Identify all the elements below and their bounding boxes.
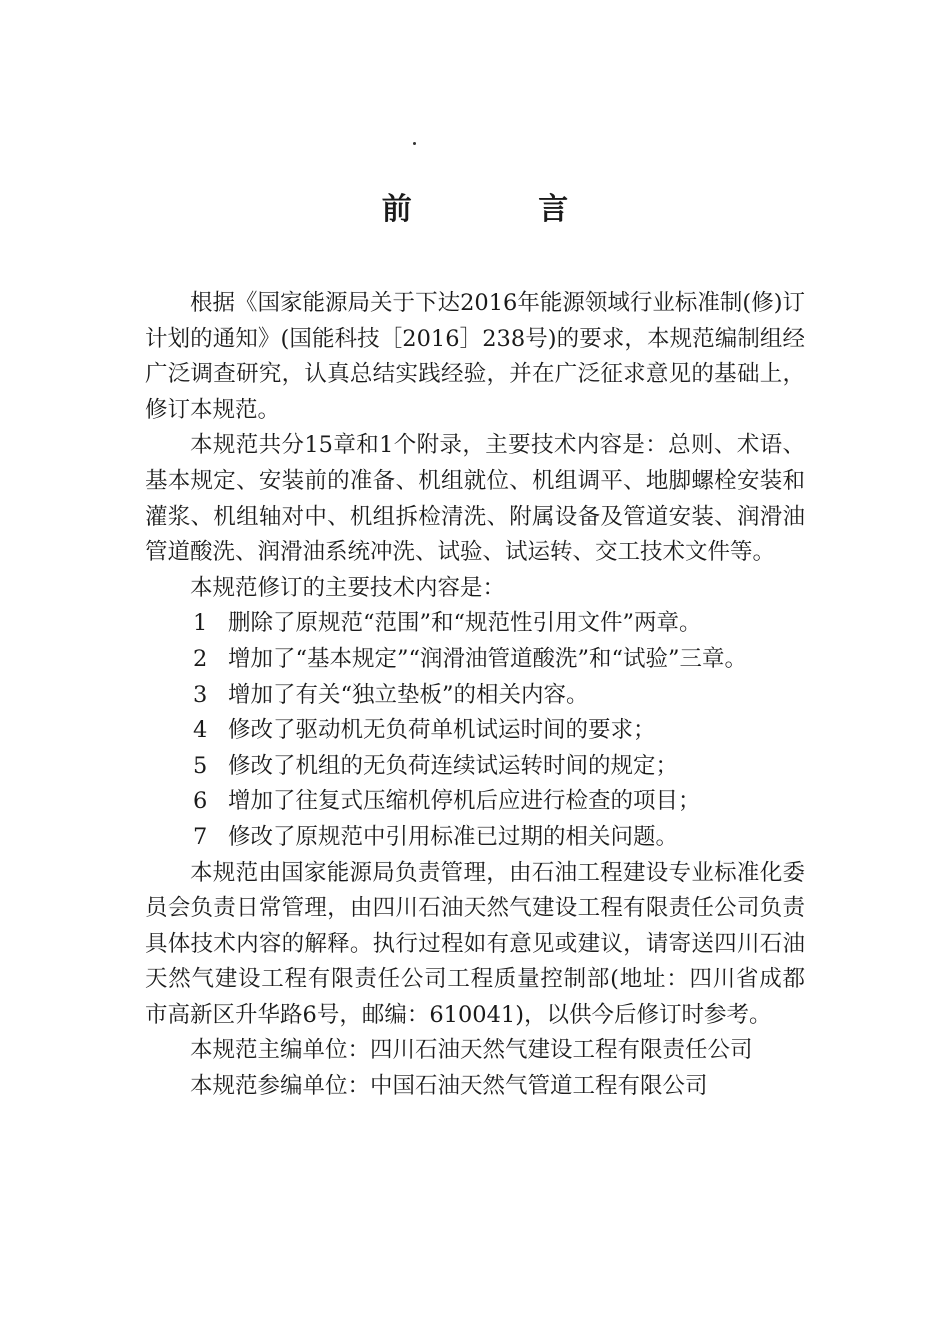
list-item: 3 增加了有关“独立垫板”的相关内容。 (193, 681, 589, 708)
list-item: 5 修改了机组的无负荷连续试运转时间的规定； (193, 752, 679, 779)
paragraph-intro: 根据《国家能源局关于下达2016年能源领域行业标准制(修)订计划的通知》(国能科技［2016］238号)的要求，本规范编制组经广泛调查研究，认真总结实践经验，并在广泛征求意见的基础上，修订本规范。 (145, 290, 805, 423)
list-item: 2 增加了“基本规定”“润滑油管道酸洗”和“试验”三章。 (193, 645, 748, 672)
list-item: 6 增加了往复式压缩机停机后应进行检查的项目； (193, 788, 701, 815)
list-item: 1 删除了原规范“范围”和“规范性引用文件”两章。 (193, 610, 702, 637)
body-text (145, 286, 805, 1105)
paragraph-revision-lead: 本规范修订的主要技术内容是： (190, 574, 506, 601)
paragraph-contents: 本规范共分15章和1个附录，主要技术内容是：总则、术语、基本规定、安装前的准备、机组就位、机组调平、地脚螺栓安装和灌浆、机组轴对中、机组拆检清洗、附属设备及管道安装、润滑油管道酸洗、润滑油系统冲洗、试验、试运转、交工技术文件等。 (145, 432, 805, 566)
page-title: 前 言 (381, 192, 627, 227)
participating-editing-unit: 本规范参编单位：中国石油天然气管道工程有限公司 (190, 1073, 708, 1100)
list-item: 7 修改了原规范中引用标准已过期的相关问题。 (193, 823, 679, 850)
paragraph-management: 本规范由国家能源局负责管理，由石油工程建设专业标准化委员会负责日常管理，由四川石油天然气建设工程有限责任公司负责具体技术内容的解释。执行过程如有意见或建议，请寄送四川石油天然气建设工程有限责任公司工程质量控制部(地址：四川省成都市高新区升华路6号，邮编：610041)，以供今后修订时参考。 (145, 859, 805, 1028)
chief-editing-unit: 本规范主编单位：四川石油天然气建设工程有限责任公司 (190, 1037, 753, 1064)
list-item: 4 修改了驱动机无负荷单机试运时间的要求； (193, 717, 656, 744)
page-dot-mark (413, 142, 416, 145)
